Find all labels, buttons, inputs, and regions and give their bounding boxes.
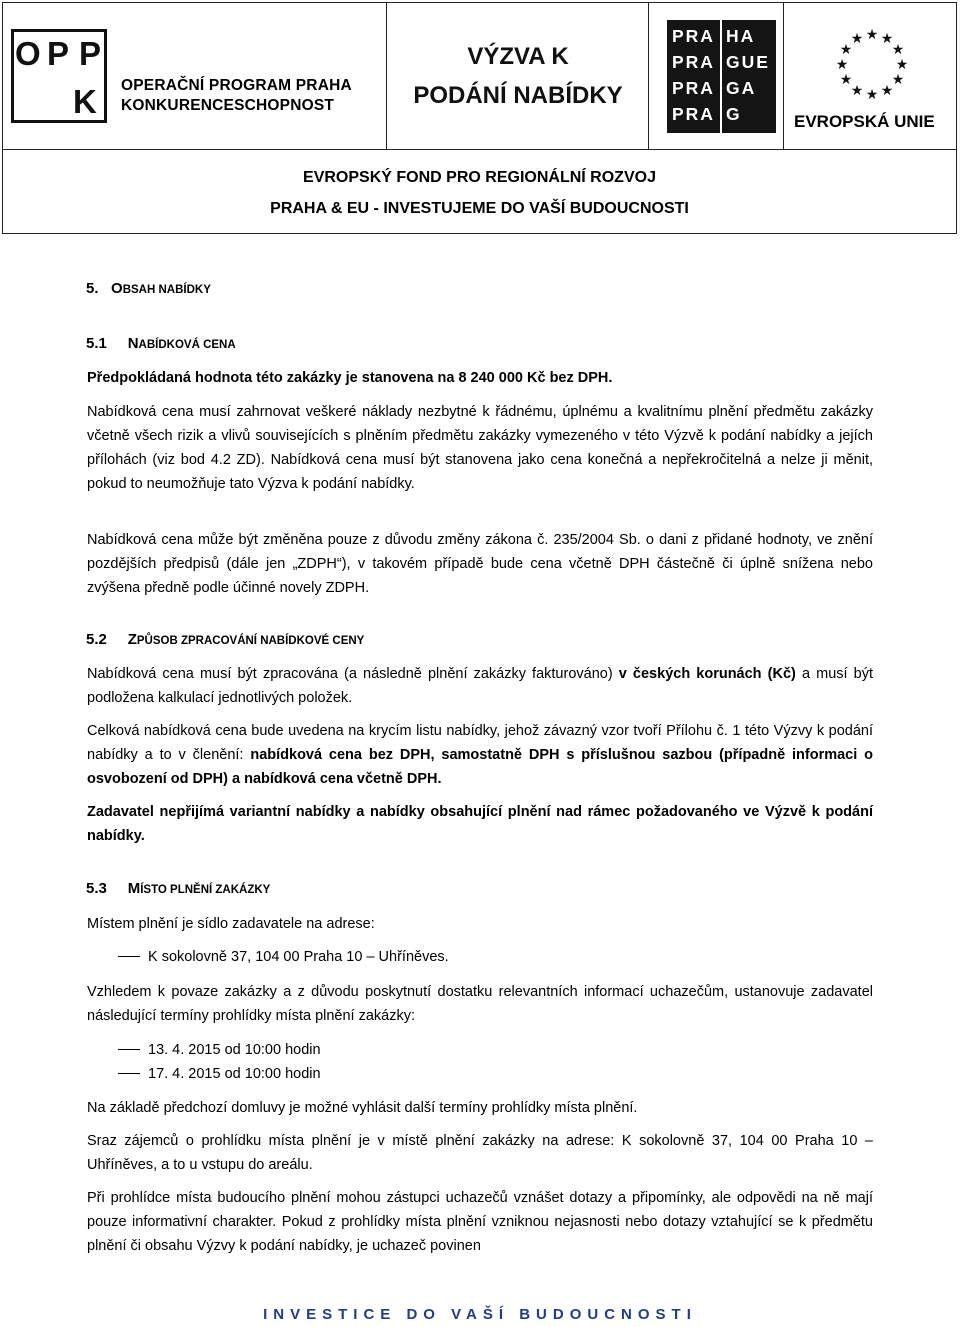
svg-text:★: ★: [865, 86, 879, 102]
text-run: a musí být podložena kalkulací jednotlivých položek.: [87, 666, 873, 706]
opp-program-name: OPERAČNÍ PROGRAM PRAHA: [121, 77, 352, 94]
inspection-date: 13. 4. 2015 od 10:00 hodin: [148, 1042, 321, 1058]
svg-text:★: ★: [865, 26, 879, 42]
praha-logo-block: [667, 20, 776, 133]
section-heading: [86, 280, 211, 297]
subsection-title-initial: M: [127, 880, 141, 897]
inspection-date: 17. 4. 2015 od 10:00 hodin: [148, 1066, 321, 1082]
opp-logo: [3, 3, 387, 150]
list-item: [0, 1062, 960, 1086]
opp-logo-letter: P: [79, 35, 102, 72]
dash-bullet: [118, 1073, 140, 1074]
address: K sokolovně 37, 104 00 Praha 10 – Uhříněves.: [148, 949, 449, 965]
fund-banner: [3, 150, 956, 233]
svg-text:★: ★: [850, 82, 864, 98]
eu-stars-icon: [832, 25, 912, 105]
praha-logo-text: PRA: [672, 78, 715, 98]
opp-logo-letter: P: [47, 35, 70, 72]
subsection-title-initial: Z: [127, 631, 137, 648]
paragraph: Vzhledem k povaze zakázky a z důvodu poskytnutí dostatku relevantních informací uchazečům, ustanovuje zadavatel následující termíny prohlídky místa plnění zakázky:: [87, 984, 873, 1024]
praha-logo-text: PRA: [672, 104, 715, 124]
text-run: Nabídková cena musí být zpracována (a následně plnění zakázky fakturováno): [87, 666, 619, 682]
svg-text:★: ★: [880, 30, 894, 46]
fund-name: EVROPSKÝ FOND PRO REGIONÁLNÍ ROZVOJ: [303, 169, 656, 186]
subsection-title-rest: PŮSOB ZPRACOVÁNÍ NABÍDKOVÉ CENY: [136, 635, 365, 647]
title-line-2: PODÁNÍ NABÍDKY: [413, 82, 623, 109]
list-item: [0, 945, 960, 969]
dash-bullet: [118, 1049, 140, 1050]
opp-program-subtitle: KONKURENCESCHOPNOST: [121, 97, 335, 114]
svg-text:★: ★: [835, 56, 849, 72]
svg-text:★: ★: [880, 82, 894, 98]
praha-logo-divider: [720, 20, 722, 133]
praha-prague-logo: [649, 3, 784, 150]
subsection-heading: [86, 880, 270, 897]
praha-logo-text: PRA: [672, 52, 715, 72]
dash-bullet: [118, 956, 140, 957]
paragraph: Nabídková cena musí zahrnovat veškeré náklady nezbytné k řádnému, úplnému a kvalitnímu plnění předmětu zakázky včetně všech rizik a vlivů souvisejících s plněním předmětu zakázky vymezeného v této Výzvě k podání nabídky a jejích přílohách (viz bod 4.2 ZD). Nabídková cena musí být stanovena jako cena konečná a nepřekročitelná a nelze ji měnit, pokud to neumožňuje tato Výzva k podání nabídky.: [87, 404, 873, 492]
text-run: Celková nabídková cena bude uvedena na krycím listu nabídky, jehož závazný vzor tvoří Přílohu č. 1 této Výzvy k podání nabídky a to v členění:: [87, 723, 873, 763]
opp-logo-letter: O: [15, 35, 41, 72]
subsection-heading: [86, 335, 236, 352]
document-title: [387, 3, 649, 150]
svg-text:★: ★: [891, 41, 905, 57]
emphasis: v českých korunách (Kč): [618, 666, 796, 682]
praha-logo-text: HA: [726, 26, 756, 46]
svg-text:★: ★: [891, 71, 905, 87]
list-item: [0, 1038, 960, 1062]
estimated-value: Předpokládaná hodnota této zakázky je stanovena na 8 240 000 Kč bez DPH.: [87, 370, 613, 386]
footer-slogan: INVESTICE DO VAŠÍ BUDOUCNOSTI: [263, 1306, 697, 1323]
paragraph: Místem plnění je sídlo zadavatele na adrese:: [87, 916, 375, 932]
subsection-title-rest: ÍSTO PLNĚNÍ ZAKÁZKY: [140, 884, 271, 896]
paragraph: Nabídková cena může být změněna pouze z důvodu změny zákona č. 235/2004 Sb. o dani z přidané hodnoty, ve znění pozdějších předpisů (dále jen „ZDPH“), v takovém případě bude cena včetně DPH částečně či úplně snížena nebo zvýšena předně podle účinné novely ZDPH.: [87, 532, 873, 596]
emphasis: nabídková cena bez DPH, samostatně DPH s příslušnou sazbou (případně informaci o osvobození od DPH) a nabídková cena včetně DPH.: [87, 747, 874, 787]
subsection-heading: [86, 631, 364, 648]
svg-text:★: ★: [839, 41, 853, 57]
section-number: 5.: [86, 280, 99, 297]
praha-logo-text: PRA: [672, 26, 715, 46]
eu-logo: [784, 3, 956, 150]
section-title-initial: O: [111, 280, 123, 297]
subsection-title-initial: N: [127, 335, 139, 352]
section-title-rest: BSAH NABÍDKY: [122, 284, 211, 296]
subsection-number: 5.3: [86, 880, 107, 897]
svg-text:★: ★: [839, 71, 853, 87]
paragraph: [87, 662, 873, 710]
title-line-1: VÝZVA K: [467, 43, 569, 70]
praha-logo-text: GA: [726, 78, 757, 98]
subsection-number: 5.1: [86, 335, 107, 352]
opp-logo-letter: K: [73, 83, 97, 120]
svg-text:★: ★: [895, 56, 909, 72]
paragraph: [87, 719, 873, 791]
praha-logo-text: G: [726, 104, 742, 124]
paragraph: Sraz zájemců o prohlídku místa plnění je v místě plnění zakázky na adrese: K sokolovně 37, 104 00 Praha 10 – Uhříněves, a to u vstupu do areálu.: [87, 1133, 873, 1173]
eu-label: EVROPSKÁ UNIE: [794, 112, 935, 131]
subsection-title-rest: ABÍDKOVÁ CENA: [138, 339, 236, 351]
paragraph: Na základě předchozí domluvy je možné vyhlásit další termíny prohlídky místa plnění.: [87, 1100, 638, 1116]
document-header: [2, 2, 957, 234]
praha-logo-text: GUE: [726, 52, 770, 72]
paragraph: Při prohlídce místa budoucího plnění mohou zástupci uchazečů vznášet dotazy a připomínky, ale odpovědi na ně mají pouze informativní charakter. Pokud z prohlídky místa plnění vzniknou nejasnosti nebo dotazy vztahující se k předmětu plnění či obsahu Výzvy k podání nabídky, je uchazeč povinen: [87, 1190, 873, 1254]
subsection-number: 5.2: [86, 631, 107, 648]
paragraph-bold: Zadavatel nepřijímá variantní nabídky a nabídky obsahující plnění nad rámec požadovaného ve Výzvě k podání nabídky.: [87, 804, 873, 844]
fund-slogan: PRAHA & EU - INVESTUJEME DO VAŠÍ BUDOUCNOSTI: [270, 200, 689, 217]
svg-text:★: ★: [850, 30, 864, 46]
